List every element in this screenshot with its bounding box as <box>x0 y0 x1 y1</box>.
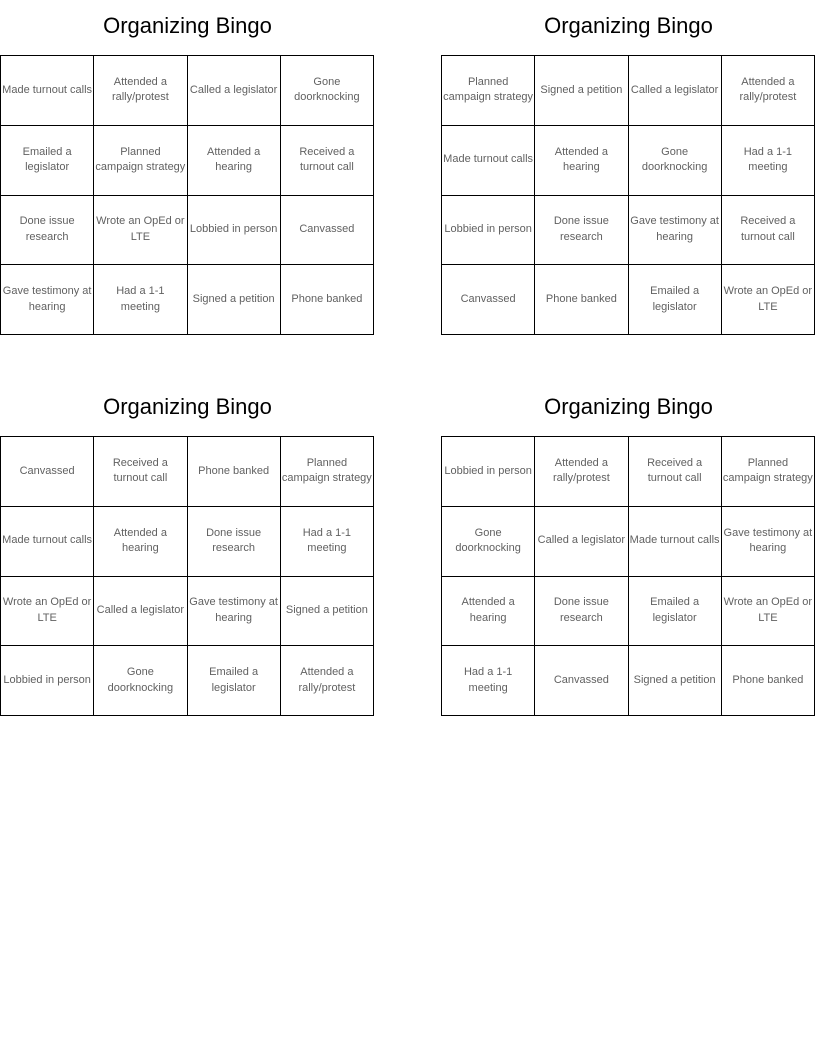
bingo-cell: Canvassed <box>442 265 535 335</box>
bingo-cell: Canvassed <box>535 646 628 716</box>
bingo-cell: Gave testimony at hearing <box>722 507 815 577</box>
bingo-cell: Received a turnout call <box>629 437 722 507</box>
bingo-card <box>441 381 816 694</box>
bingo-cell: Planned campaign strategy <box>442 56 535 126</box>
bingo-cell: Gone doorknocking <box>94 646 187 716</box>
bingo-cell: Emailed a legislator <box>188 646 281 716</box>
bingo-cell: Attended a hearing <box>94 507 187 577</box>
bingo-grid <box>0 55 374 335</box>
bingo-card <box>441 0 816 313</box>
card-title: Organizing Bingo <box>544 394 713 419</box>
bingo-cell: Received a turnout call <box>722 196 815 266</box>
bingo-cell: Attended a hearing <box>442 577 535 647</box>
bingo-card <box>0 381 375 694</box>
bingo-card <box>0 0 375 313</box>
bingo-cell: Done issue research <box>1 196 94 266</box>
bingo-cell: Attended a hearing <box>535 126 628 196</box>
bingo-cell: Emailed a legislator <box>1 126 94 196</box>
bingo-cell: Gave testimony at hearing <box>1 265 94 335</box>
bingo-cell: Attended a rally/protest <box>722 56 815 126</box>
bingo-cell: Wrote an OpEd or LTE <box>94 196 187 266</box>
bingo-grid <box>441 55 815 335</box>
bingo-cell: Planned campaign strategy <box>281 437 374 507</box>
bingo-cell: Signed a petition <box>281 577 374 647</box>
bingo-cell: Attended a rally/protest <box>94 56 187 126</box>
bingo-cell: Made turnout calls <box>1 56 94 126</box>
bingo-cell: Lobbied in person <box>188 196 281 266</box>
card-title: Organizing Bingo <box>544 13 713 38</box>
bingo-cell: Done issue research <box>535 577 628 647</box>
bingo-cell: Gone doorknocking <box>442 507 535 577</box>
bingo-cell: Phone banked <box>535 265 628 335</box>
bingo-cell: Gave testimony at hearing <box>188 577 281 647</box>
bingo-cell: Attended a rally/protest <box>535 437 628 507</box>
bingo-cell: Had a 1-1 meeting <box>722 126 815 196</box>
bingo-cell: Received a turnout call <box>94 437 187 507</box>
bingo-cell: Planned campaign strategy <box>94 126 187 196</box>
card-title: Organizing Bingo <box>103 394 272 419</box>
bingo-cell: Signed a petition <box>188 265 281 335</box>
bingo-cell: Attended a rally/protest <box>281 646 374 716</box>
bingo-cell: Phone banked <box>188 437 281 507</box>
bingo-cell: Had a 1-1 meeting <box>94 265 187 335</box>
bingo-cell: Had a 1-1 meeting <box>281 507 374 577</box>
bingo-cell: Done issue research <box>188 507 281 577</box>
bingo-cell: Gone doorknocking <box>281 56 374 126</box>
bingo-cell: Emailed a legislator <box>629 577 722 647</box>
bingo-cell: Canvassed <box>1 437 94 507</box>
bingo-cell: Made turnout calls <box>442 126 535 196</box>
bingo-cell: Attended a hearing <box>188 126 281 196</box>
bingo-cell: Made turnout calls <box>629 507 722 577</box>
bingo-cell: Canvassed <box>281 196 374 266</box>
bingo-cell: Lobbied in person <box>1 646 94 716</box>
bingo-cell: Wrote an OpEd or LTE <box>722 265 815 335</box>
bingo-cell: Gone doorknocking <box>629 126 722 196</box>
bingo-cell: Wrote an OpEd or LTE <box>1 577 94 647</box>
bingo-cell: Called a legislator <box>535 507 628 577</box>
bingo-cell: Wrote an OpEd or LTE <box>722 577 815 647</box>
card-title: Organizing Bingo <box>103 13 272 38</box>
bingo-cell: Done issue research <box>535 196 628 266</box>
bingo-cell: Called a legislator <box>188 56 281 126</box>
bingo-cell: Gave testimony at hearing <box>629 196 722 266</box>
bingo-grid <box>0 436 374 716</box>
bingo-cell: Made turnout calls <box>1 507 94 577</box>
bingo-cell: Planned campaign strategy <box>722 437 815 507</box>
bingo-cell: Phone banked <box>722 646 815 716</box>
bingo-cell: Called a legislator <box>94 577 187 647</box>
bingo-cell: Emailed a legislator <box>629 265 722 335</box>
bingo-grid <box>441 436 815 716</box>
bingo-cell: Phone banked <box>281 265 374 335</box>
bingo-cell: Signed a petition <box>535 56 628 126</box>
bingo-cell: Lobbied in person <box>442 437 535 507</box>
bingo-cell: Lobbied in person <box>442 196 535 266</box>
bingo-cell: Had a 1-1 meeting <box>442 646 535 716</box>
bingo-cell: Called a legislator <box>629 56 722 126</box>
bingo-cell: Received a turnout call <box>281 126 374 196</box>
bingo-cell: Signed a petition <box>629 646 722 716</box>
